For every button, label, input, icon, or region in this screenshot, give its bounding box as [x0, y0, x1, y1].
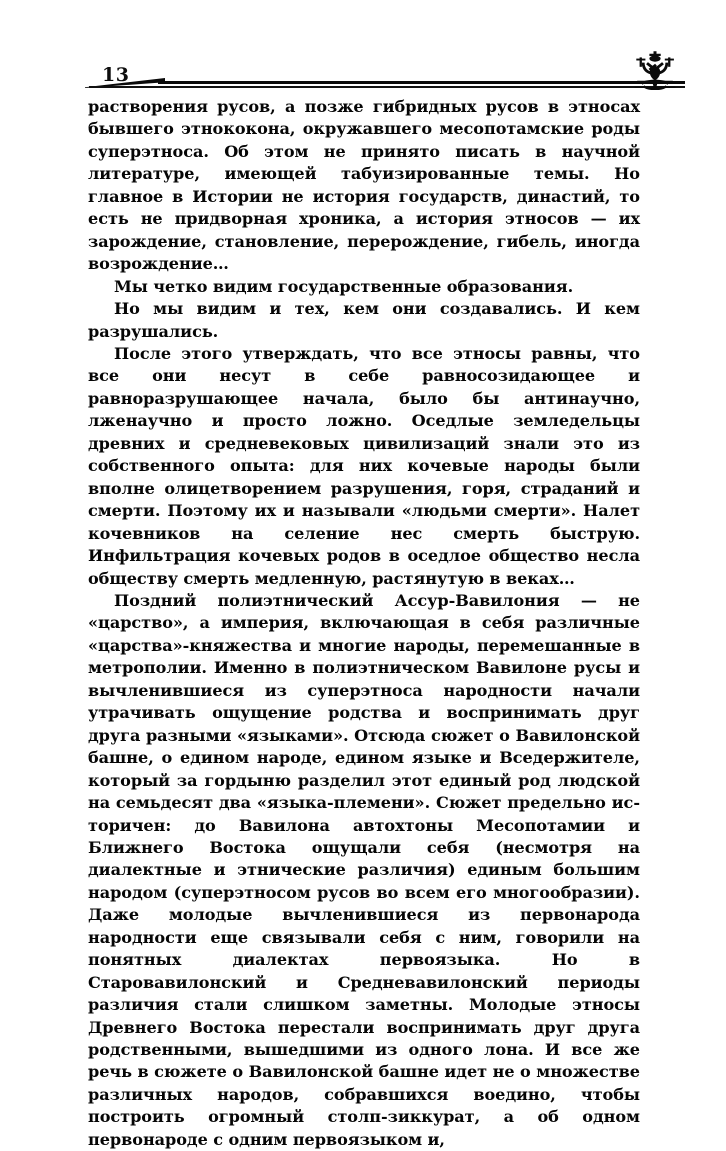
- floral-vignette-ornament: [632, 50, 678, 90]
- body-text: [88, 96, 640, 1151]
- paragraph: Поздний полиэтнический Ассур-Вавилония — не «царство», а империя, включающая в себя различные «царства»-княжества и многие народы, перемешанные в метрополии. Именно в полиэтническом Вавилоне русы и вычленившиеся из суперэтноса народности начали утрачивать ощущение родства и воспринимать друг друга разными «языками». Отсюда сюжет о Вавилонской башне, о едином народе, едином языке и Вседержителе, который за гордыню разделил этот единый род людской на семьдесят два «языка-племени». Сюжет предельно историчен: до Вавилона автохтоны Месопотамии и Ближнего Востока ощущали себя (несмотря на диалектные и этнические различия) единым большим народом (суперэтносом русов во всем его многообразии). Даже молодые вычленившиеся из первонарода народности еще связывали себя с ним, говорили на понятных диалектах первоязыка. Но в Старовавилонский и Средневавилонский периоды различия стали слишком заметны. Молодые этносы Древнего Востока перестали воспринимать друг друга родственными, вышедшими из одного лона. И все же речь в сюжете о Вавилонской башне идет не о множестве различных народов, собравшихся воедино, чтобы построить огромный столп-зиккурат, а об одном первонароде с одним первоязыком и,: [88, 590, 640, 1149]
- paragraph: Мы четко видим государственные образования.: [114, 276, 574, 296]
- paragraph: растворения русов, а позже гибридных русов в этносах бывшего этнококона, окружавшего месопотамские роды суперэтноса. Об этом не принято писать в научной литературе, имеющей табуизированные темы. Но главное в Истории не история государств, династий, то есть не придворная хроника, а история этносов — их зарождение, становление, перерождение, гибель, иногда возрождение…: [88, 97, 640, 274]
- header-rule: [85, 76, 685, 92]
- page-number: 13: [102, 64, 130, 86]
- page-header: [40, 26, 646, 88]
- paragraph: После этого утверждать, что все этносы равны, что все они несут в себе равносозидающее и равноразрушающее начала, было бы антинаучно, лженаучно и просто ложно. Оседлые земледельцы древних и средневековых цивилизаций знали это из собственного опыта: для них кочевые народы были вполне олицетворением разрушения, горя, страданий и смерти. Поэтому их и называли «людьми смерти». Налет кочевников на селение нес смерть быструю. Инфильтрация кочевых родов в оседлое общество несла обществу смерть медленную, растянутую в веках…: [88, 343, 640, 588]
- rule-thick-line: [158, 81, 685, 84]
- rule-thin-line: [89, 86, 685, 88]
- paragraph: Но мы видим и тех, кем они создавались. И кем разрушались.: [88, 299, 640, 341]
